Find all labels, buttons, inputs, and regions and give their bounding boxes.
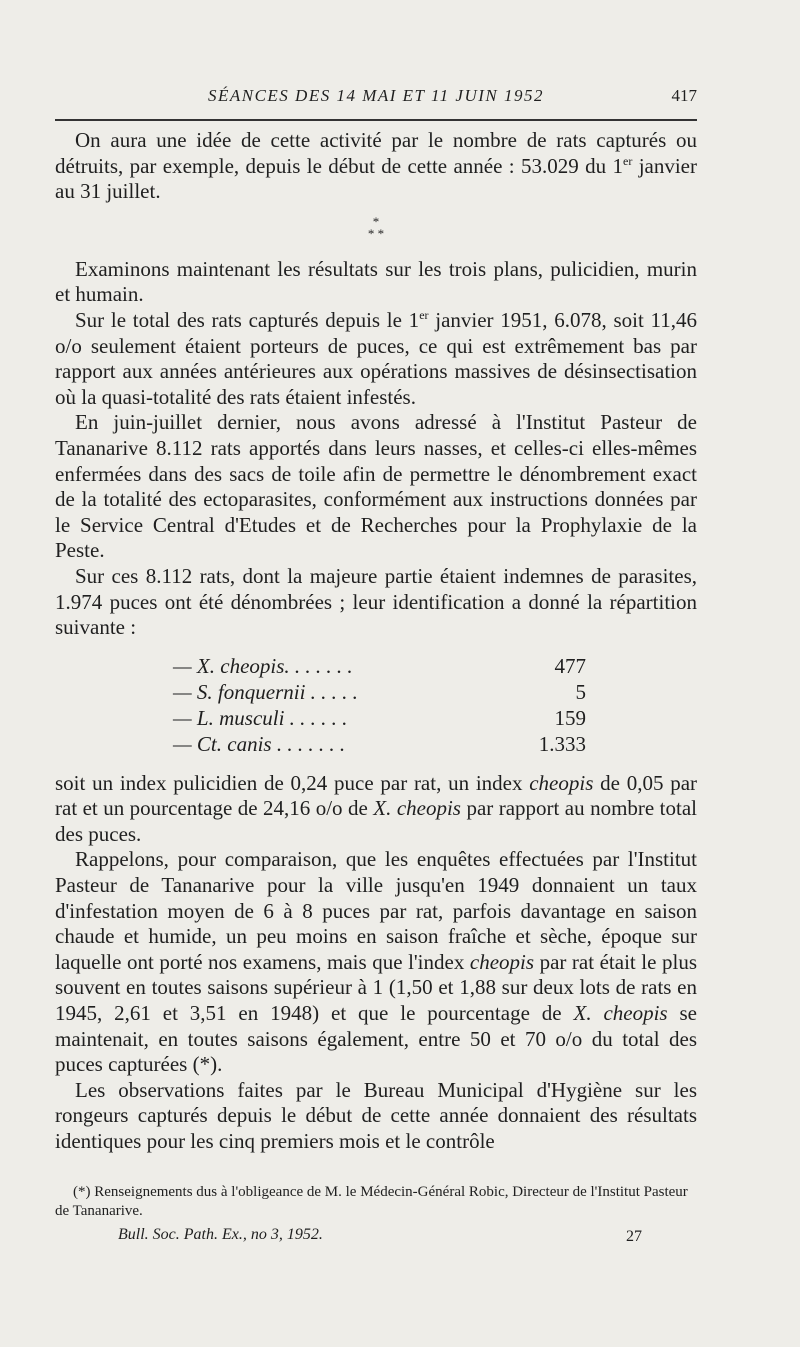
flea-count: 477 xyxy=(554,653,586,678)
paragraph-1-text-a: On aura une idée de cette activité par le nombre de rats capturés ou détruits, par exemple, depuis le début de cette année : 53.029 du 1 xyxy=(55,128,697,178)
paragraph-7 xyxy=(55,847,697,1077)
flea-species: — X. cheopis. . . . . . . xyxy=(173,653,353,678)
paragraph-6-text-a: soit un index pulicidien de 0,24 puce par rat, un index xyxy=(55,770,530,795)
paragraph-1 xyxy=(55,128,697,205)
flea-row xyxy=(173,705,586,731)
paragraph-8: Les observations faites par le Bureau Municipal d'Hygiène sur les rongeurs capturés depuis le début de cette année donnaient des résultats identiques pour les cinq premiers mois et le contrôle xyxy=(55,1077,697,1153)
flea-count: 1.333 xyxy=(538,731,586,756)
footnote-text: (*) Renseignements dus à l'obligeance de M. le Médecin-Général Robic, Directeur de l'Institut Pasteur de Tananarive. xyxy=(55,1184,688,1219)
flea-species: — S. fonquernii . . . . . xyxy=(173,679,358,704)
paragraph-7-em-a: cheopis xyxy=(469,949,535,974)
paragraph-1-text-b: janvier au 31 juillet. xyxy=(55,153,697,204)
running-head: SÉANCES DES 14 MAI ET 11 JUIN 1952 xyxy=(207,86,545,105)
paragraph-5: Sur ces 8.112 rats, dont la majeure partie étaient indemnes de parasites, 1.974 puces ont été dénombrées ; leur identification a donné la répartition suivante : xyxy=(55,563,697,640)
body-text xyxy=(55,128,697,1155)
page-number: 417 xyxy=(671,86,697,105)
asterism-top: * xyxy=(372,213,380,229)
asterism-bottom: * * xyxy=(367,225,385,241)
paragraph-3-text-a: Sur le total des rats capturés depuis le 1 xyxy=(75,307,420,332)
paragraph-2: Examinons maintenant les résultats sur les trois plans, pulicidien, murin et humain. xyxy=(55,256,697,307)
flea-species: — L. musculi . . . . . . xyxy=(173,705,348,730)
flea-table xyxy=(173,653,586,757)
paragraph-7-text-a: Rappelons, pour comparaison, que les enquêtes effectuées par l'Institut Pasteur de Tananarive pour la ville jusqu'en 1949 donnaient un taux d'infestation moyen de 6 à 8 puces par rat, parfois davantage en saison chaude et humide, un peu moins en saison fraîche et sèche, époque sur laquelle ont porté nos examens, mais que l'index xyxy=(55,847,697,974)
flea-species: — Ct. canis . . . . . . . xyxy=(173,731,346,756)
flea-count: 159 xyxy=(554,705,586,730)
paragraph-1-sup: er xyxy=(623,153,633,168)
paragraph-7-text-c: se maintenait, en toutes saisons également, entre 50 et 70 o/o du total des puces capturées (*). xyxy=(55,1001,697,1077)
journal-citation: Bull. Soc. Path. Ex., no 3, 1952. xyxy=(118,1226,323,1243)
paragraph-3-sup: er xyxy=(419,307,429,322)
signature-number: 27 xyxy=(626,1228,642,1245)
footnote xyxy=(55,1183,697,1221)
flea-row xyxy=(173,653,586,679)
paragraph-4: En juin-juillet dernier, nous avons adressé à l'Institut Pasteur de Tananarive 8.112 rats apportés dans leurs nasses, et celles-ci elles-mêmes enfermées dans des sacs de toile afin de permettre le dénombrement exact de la totalité des ectoparasites, conformément aux instructions données par le Service Central d'Etudes et de Recherches pour la Prophylaxie de la Peste. xyxy=(55,410,697,563)
paragraph-6-text-c: par rapport au nombre total des puces. xyxy=(55,796,698,846)
paragraph-7-text-b: par rat était le plus souvent en toutes saisons supérieur à 1 (1,50 et 1,88 sur deux lots de rats en 1945, 2,61 et 3,51 en 1948) et que le pourcentage de xyxy=(55,949,697,1026)
flea-row xyxy=(173,679,586,705)
paragraph-6-em-a: cheopis xyxy=(529,770,594,795)
flea-row xyxy=(173,731,586,757)
paragraph-6 xyxy=(55,771,697,848)
paragraph-7-em-b: X. cheopis xyxy=(573,1001,668,1026)
paragraph-3 xyxy=(55,308,697,410)
paragraph-6-text-b: de 0,05 par rat et un pourcentage de 24,16 o/o de xyxy=(55,770,698,821)
paragraph-3-text-b: janvier 1951, 6.078, soit 11,46 o/o seulement étaient porteurs de puces, ce qui est extrêmement bas par rapport aux années antérieures aux opérations massives de désinsectisation où la quasi-totalité des rats étaient infestés. xyxy=(55,307,697,409)
flea-count: 5 xyxy=(575,679,586,704)
paragraph-6-em-b: X. cheopis xyxy=(373,796,461,821)
asterism xyxy=(55,205,697,257)
header-rule xyxy=(55,119,697,121)
page-header xyxy=(55,86,697,116)
